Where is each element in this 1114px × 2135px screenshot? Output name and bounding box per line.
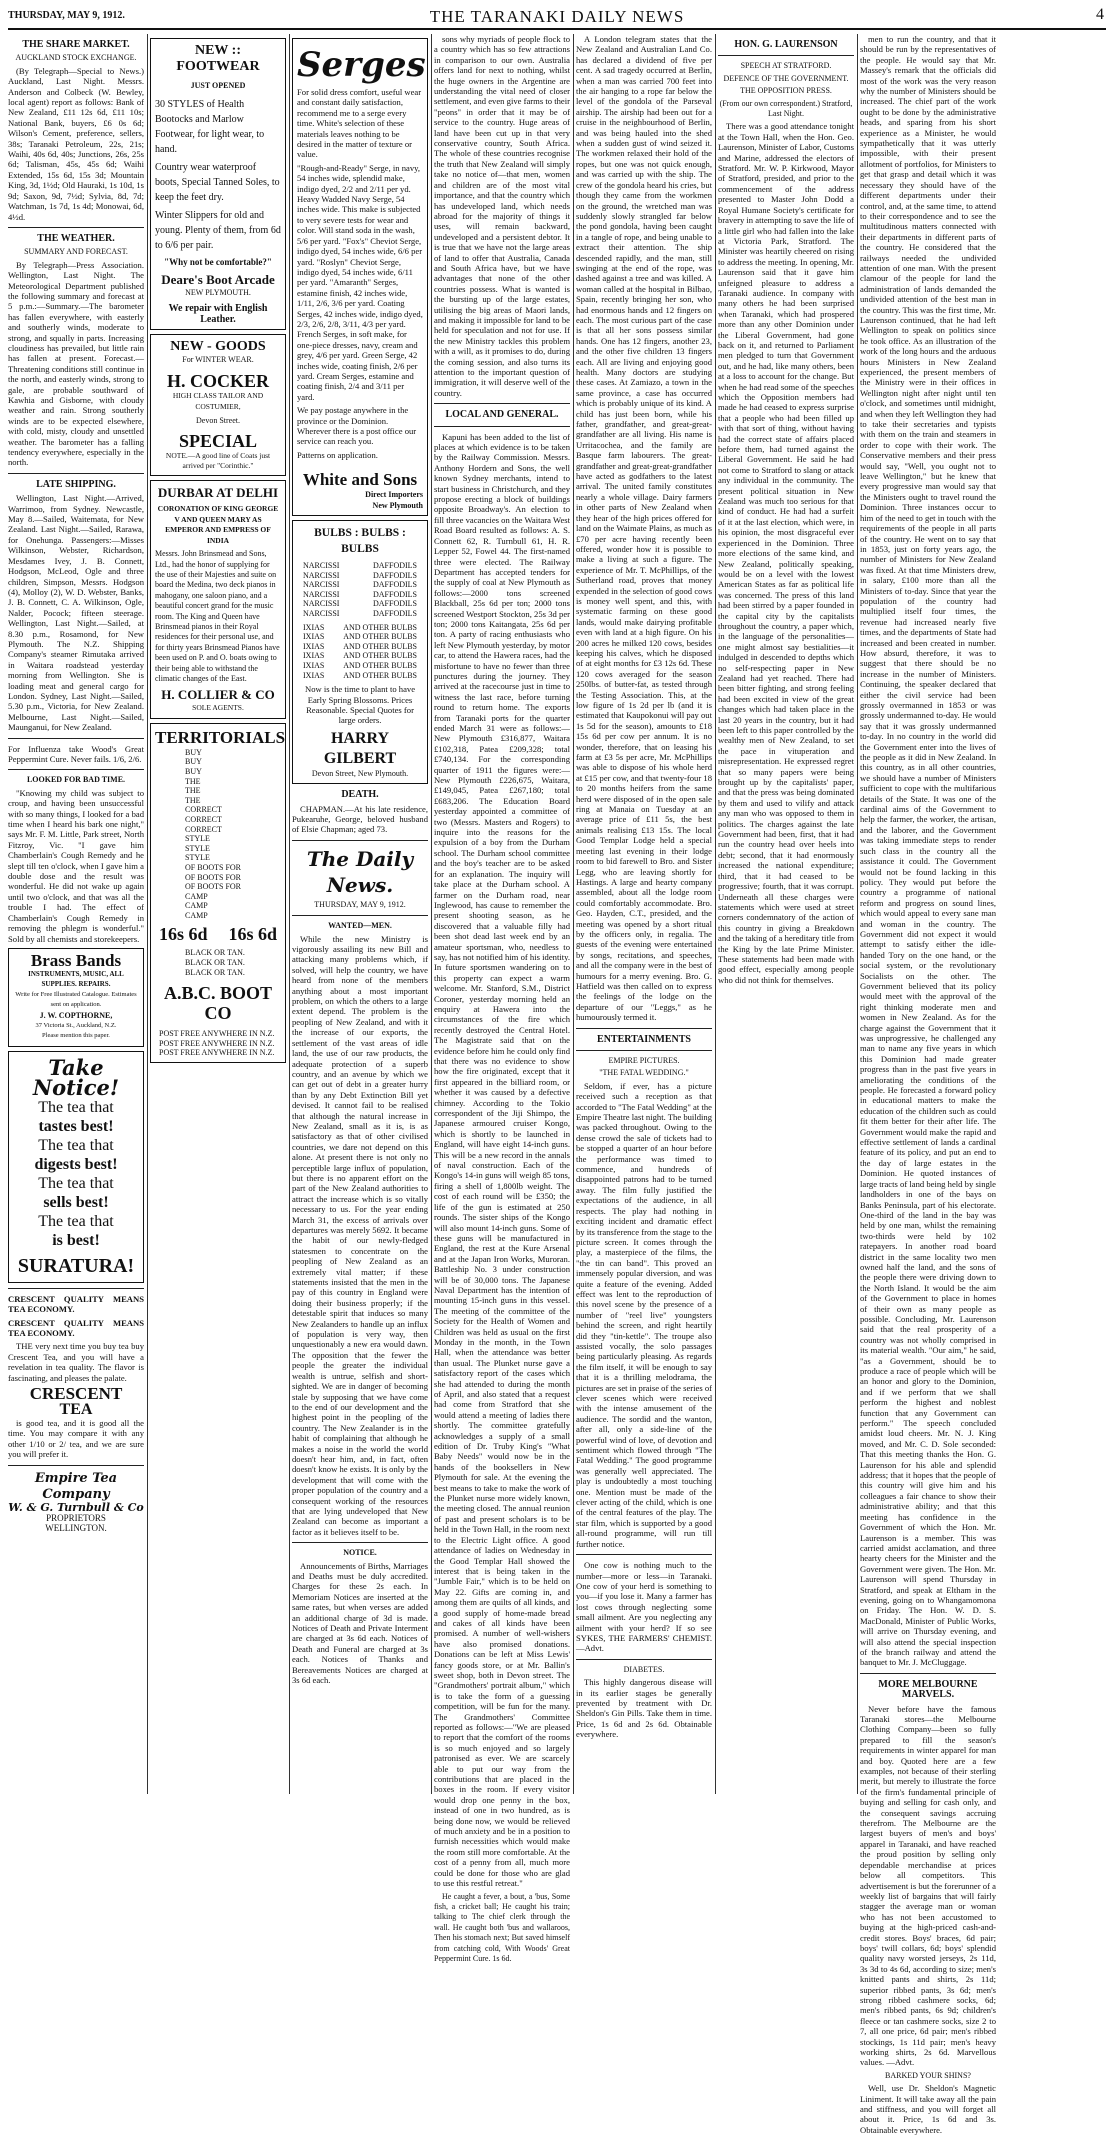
bulbs-ad <box>292 520 428 784</box>
bulb-name: AND OTHER BULBS <box>343 651 417 661</box>
weather-text: By Telegraph—Press Association. Wellington, Last Night. The Meteorological Department published the following summary and forecast at 5 p.m.:—Summary.—The barometer has fallen everywhere, with easterly and southerly winds, moderate to strong, and squally in parts. Increasing cloudiness has prevailed, but little rain has fallen at present. Forecast.—Threatening conditions still continue in the north, and easterly winds, strong to gale, are probable southward of Kawhia and Gisborne, with cloudy weather and rain. Strong southerly winds are to be expected elsewhere, with cold, misty, cloudy and unsettled weather. The barometer has a falling tendency everywhere, especially in the north. <box>8 259 144 468</box>
terr-line: CORRECT <box>185 805 222 815</box>
territorials-ad <box>150 723 286 1063</box>
crescent-big: CRESCENT <box>29 1384 123 1403</box>
divider <box>8 1288 144 1289</box>
durbar-ad <box>150 480 286 718</box>
bulb-name: IXIAS <box>303 641 325 651</box>
terr-line: CAMP <box>185 891 208 901</box>
tea-line-6: sells best! <box>43 1193 109 1211</box>
tea-line-4: digests best! <box>34 1155 118 1173</box>
terr-line: BUY <box>185 757 202 767</box>
white-sub-1: Direct Importers <box>365 490 423 500</box>
serges-text: For solid dress comfort, useful wear and constant daily satisfaction, recommend me to a serge every time. White's selection of these materials leaves nothing to be desired in the matter of texture or value. <box>297 87 422 160</box>
divider <box>8 769 144 770</box>
bulb-name: AND OTHER BULBS <box>343 641 417 651</box>
bulb-name: NARCISSI <box>303 570 340 580</box>
tea-line-8: is best! <box>52 1231 100 1249</box>
column-rule <box>715 34 716 1794</box>
daily-news-nameplate: The Daily News. <box>306 846 414 897</box>
bulb-name: IXIAS <box>303 660 325 670</box>
bulb-name: IXIAS <box>303 651 325 661</box>
laurenson-speech-continued: men to run the country, and that it should be run by the representatives of the people. He would say that Mr. Massey's remark that the officials did most of the work was the very reason why the number of Ministers should be increased. The chief part of the work ought to be done by the administrative heads, and sparing from his short experience as a Minister, he would sympathetically that it was utterly impossible, with their present allotment of portfolios, for Ministers to get that grasp and detail which it was necessary they should have of the different departments under their control, and, at the same time, to attend to their correspondence and to see the multitudinous matters connected with their departments in different parts of the country. He considered that the railways needed the undivided attention of one man. With the present clamour of the people for land the administration of lands demanded the undivided attention of the best man in the country. This was the first time, Mr. Laurenson continued, that he had left Wellington to speak on politics since he took office. As an illustration of the work of the long hours and the arduous hours Ministers in New Zealand experienced, the present members of the Ministry were in their offices in Wellington night after night until ten o'clock, and sometimes until midnight, and when they left Wellington they had to take their secretaries and typists with them on the train and steamers in order to cope with their work. The Conservative members and their press would say, "Well, you ought not to leave Wellington," but he knew that every progressive man would say that the Ministers ought to travel round the Dominion. Three instances occur to him of the need to get in touch with the requirements of the people in all parts of the country. He went on to say that in 1853, just on forty years ago, the number of Ministers for New Zealand was fixed. At that time Ministers drew, in salary, £100 more than all the Ministers of to-day. Since that year the population of the country had multiplied itself four times, the revenue had increased nearly five times, and the departments of State had increased and been created in number. How absurd, therefore, it was to suggest that there should be no increase in the number of Ministers. Continuing, the speaker declared that either the civil service had been grossly overmanned in 1853 or was grossly undermanned to-day. He would say that it was grossly undermanned to-day. In no country in the world did the Government enter into the lives of the people as it did in New Zealand. In this country, as in all other countries, we should have a number of Ministers sufficient to cope with the multifarious details of the State. It was one of the cardinal aims of the Government to help the farmer, the worker, the artisan, and the laborer, and the Government was taking immediate steps to render such class in the country all the assistance it could. The Government would not be found lacking in this policy. They would put before the country a programme of national reform and progress on sound lines, which would appeal to every sane man and woman in the country. The Government did not expect it would attempt to satisfy either the idle-handed Tory on the one hand, or the social system, or the revolutionary Socialists on the other. The Government believed that its policy would meet with the approval of the right thinking moderate men and women in New Zealand. As for the charge against the Government that it was unprogressive, he challenged any man to name any five years in which this Dominion had made greater progress than in the past five years in ameliorating the conditions of the people. He forecasted a forward policy in educational matters to make the education of the children such as could fit them better for their after life. The Government would make the rapid and effective settlement of lands a cardinal feature of its policy, and put an end to the day of large estates in the Dominion. He quoted instances of large tracts of land being held by single landholders in one of the bays on Banks Peninsula, part of his electorate. One-third of the land in the bay was held by one man, whilst the remaining two-thirds were held by 102 ratepayers. In another road board district in the same locality two men owned half the land, and the sons of the people there were driving down to the North Island. It would be the aim of the Government to place in homes of their own as many people as possible. Concluding, Mr. Laurenson said that the real prosperity of a country was not wholly comprised in its material wealth. "Our aim," he said, "as a Government, should be to produce a race of people which will be an honor and glory to the Dominion, and if we perform that we shall perform the highest and noblest function that any Government can perform." The speech concluded amidst loud cheers. Mr. N. J. King moved, and Mr. C. D. Sole seconded: That this meeting thanks the Hon. G. Laurenson for his able and splendid address; that it hopes that the people of this country will give him and his colleagues a fair chance to show their administrative ability; and that this meeting has confidence in the Government of which the Hon. Mr. Laurenson is a member. This was carried amidst acclamation, and three hearty cheers for the Minister and the Government were given. The Hon. Mr. Laurenson will spend Thursday in Stratford, and speak at Eltham in the evening, going on to Whangamomona on Friday. The Hon. W. D. S. MacDonald, Minister of Public Works, will arrive on Thursday evening, and will also attend the special inspection of the branch railway and attend the banquet to Mr. J. McCluggage. <box>860 34 996 1668</box>
black-tan-list <box>155 948 281 977</box>
column-6 <box>718 34 854 1794</box>
tea-line-7: The tea that <box>38 1212 114 1230</box>
ixias-row <box>297 642 423 652</box>
durbar-text: Messrs. John Brinsmead and Sons, Ltd., had the honor of supplying for the use of their Majesties and suite on board the Medina, two deck pianos in mahogany, one saloon piano, and a beautiful concert grand for the music room. The King and Queen have Brinsmead pianos in their Royal residences for their personal use, and for thirty years Brinsmead Pianos have been used on P. and O. boats owing to their being able to withstand the climatic changes of the East. <box>155 549 280 683</box>
brass-bands-title: Brass Bands <box>30 950 122 970</box>
deare-repair: We repair with English Leather. <box>168 303 268 325</box>
divider <box>860 1673 996 1674</box>
terr-line: BUY <box>185 766 202 776</box>
share-market-text: (By Telegraph—Special to News.) Auckland, Last Night. Messrs. Anderson and Colbeck (W. Bewley, local agent) report as follows: Bank of New Zealand, £11 12s 6d, £11 10s; National Bank, buyers, £6 0s 6d; Wilson's Cement, preference, sellers, 38s; Taranaki Petroleum, 22s, 21s; Waihi, 40s 6d, 40s; Junctions, 26s, 25s 6d; Talisman, 45s, 45s 6d; Waihi Extended, 15s 6d, 15s 3d; Mountain King, 3d, 1½d; Old Hauraki, 1s 10d, 1s 9d; Saxon, 9d, 7½d; Sylvia, 8d, 7d; Watchman, 1s 7d, 1s 4d; Monowai, 6d, 4½d. <box>8 65 144 222</box>
bulb-name: AND OTHER BULBS <box>343 622 417 632</box>
empire-tea-town: WELLINGTON. <box>45 1523 107 1534</box>
price-right: 16s 6d <box>228 924 277 945</box>
divider <box>292 915 428 916</box>
price-left: 16s 6d <box>159 924 208 945</box>
special-note: NOTE.—A good line of Coats just arrived per "Corinthic." <box>165 450 271 471</box>
editorial-text: While the new Ministry is vigorously assailing its new Bill and attacking many problems which, if solved, will help the country, we have heard from none of the members anything about a most important problem, on which the others to a large extent depend. The problem is the peopling of New Zealand, and with it the increase of our exports, the settlement of the vast areas of idle land, the use of our raw products, the adequate protection of a superb country, and an avenue by which we can get out of debt in a greater hurry than by any Debt Extinction Bill yet devised. It cannot fail to be realised that although the natural increase in New Zealand, small as it is, is as satisfactory as that of other civilised countries, we dare not depend on this alone. At present there is not only no perceptible large influx of population, but there is no apparent effort on the part of the New Zealand authorities to attract the increase which is so vitally necessary to us. For the year ending March 31, the excess of arrivals over departures was merely 5692. It became the habit of our newly-fledged statesmen to concentrate on the peopling of New Zealand as an extremely vital matter; if these statements insisted that the men in the pay of this country in England were doing their business properly; if the detestable spirit that induces so many New Zealanders to handle up an influx of population is very way, then unquestionably a new era would dawn. The opposition that the fewer the people the greater the individual wealth is untrue, selfish and short-sighted. We are in danger of becoming stale by supposing that we have come to the end of our development and the highest point in the peopling of the country. The New Zealander is in the habit of complaining that although he makes a noise in the world the world doesn't hear him, and, in fact, often doesn't know he exists. It is only by the development that will come with the proper population of the country and a consequent working of the resources that are lying undeveloped that New Zealand can become as important a factor as it believes itself to be. <box>292 933 428 1537</box>
terr-line: OF BOOTS FOR <box>185 872 242 882</box>
terr-line: THE <box>185 795 201 805</box>
cocker-name: H. COCKER <box>166 371 269 392</box>
bulbs-row <box>297 599 423 609</box>
terr-line: THE <box>185 786 201 796</box>
divider <box>8 1465 144 1466</box>
cocker-street: Devon Street. <box>196 416 240 426</box>
serges-ad <box>292 38 428 516</box>
divider <box>8 227 144 228</box>
just-opened: JUST OPENED <box>190 81 246 90</box>
bulb-name: AND OTHER BULBS <box>343 632 417 642</box>
terr-line: STYLE <box>185 853 210 863</box>
share-market-heading: THE SHARE MARKET. <box>22 39 130 50</box>
post-free-line: POST FREE ANYWHERE IN N.Z. <box>159 1038 275 1048</box>
durbar-title: DURBAR AT DELHI <box>157 485 279 501</box>
terr-line: CORRECT <box>185 814 222 824</box>
crescent-text: THE very next time you buy tea buy Crescent Tea, and you will have a revelation in tea quality. The flavor is fascinating, and pleases the palate. <box>8 1341 144 1383</box>
sykes-ad: One cow is nothing much to the number—more or less—in Taranaki. One cow of your herd is something to you—if you lose it. Many a farmer has lost cows through neglecting some small ailment. Are you neglecting any ailment with your herd? If so see SYKES, THE FARMERS' CHEMIST.—Advt. <box>576 1560 712 1654</box>
divider <box>576 1659 712 1660</box>
bulb-name: IXIAS <box>303 670 325 680</box>
winter-wear: For WINTER WEAR. <box>182 355 254 365</box>
bulbs-title: BULBS : BULBS : BULBS <box>314 527 406 556</box>
cough-ad-text: "Knowing my child was subject to croup, and having been unsuccessful with so many things, I looked for a bad time when I heard his bark one night," says Mr. F. M. Little, Park street, North Fitzroy, Vic. "I gave him Chamberlain's Cough Remedy and he slept till ten o'clock, when I gave him a double dose and the result was wonderful. He did not wake up again until two o'clock, and that was all the trouble I had. The effect of Chamberlain's Cough Remedy in removing the phlegm is wonderful." Sold by all chemists and storekeepers. <box>8 787 144 944</box>
crescent-text-2: is good tea, and it is good all the time. You may compare it with any other 1/10 or 2/ tea, and we are sure you will prefer it. <box>8 1418 144 1460</box>
crescent-line-2: CRESCENT QUALITY MEANS TEA ECONOMY. <box>8 1317 144 1338</box>
column-4 <box>434 34 570 1963</box>
column-5 <box>576 34 712 1794</box>
column-rule <box>431 34 432 1794</box>
cocker-ad <box>150 334 286 476</box>
laurenson-speech: There was a good attendance tonight at the Town Hall, when the Hon. Geo. Laurenson, Minister of Labor, Customs and Marine, addressed the electors of Stratford. Mr. W. P. Kirkwood, Mayor of Stratford, presided, and prior to the commencement of the address presented to Master John Dodd a Royal Humane Society's certificate for bravery in attempting to save the life of a little girl who had fallen into the lake at Victoria Park, Stratford. The Minister was heartily cheered on rising to address the meeting. In opening, Mr. Laurenson said that it gave him unfeigned pleasure to address a Taranaki audience. In company with many others he had been surprised when Taranaki, which had prospered more than any other Dominion under the Liberal Government, had gone back on it, and returned to Parliament men pledged to turn that Government out, and he had, like many others, been at a loss to account for the change. But when he had read some of the speeches which the Opposition members had made he had ceased to express surprise that a people who had been filled up with that sort of thing, without having had the correct state of affairs placed before them, had turned against the Liberal Government. He said he had not come to Stratford to slang or attack any individual in the community. The present political situation in New Zealand was much too serious for that kind of conduct. He had had a surfeit of it at the last election, which were, in his opinion, the most disgraceful ever experienced in the Dominion. Three more elections of the same kind, and New Zealand, politically speaking, would be on a level with the lowest American States as far as political life was concerned. The press of this land had been stirred by a paper founded in the capital city by the capitalists throughout the country, a paper which, in the language of the personalities—one might almost say bestialities—it indulged in descended to depths which no self-respecting paper in New Zealand had yet reached. There had been bitter fighting, and strong feeling had been excited in view of the great changes which had taken place in the last 20 years in the country, but it had been left to this paper controlled by the wealthy men of New Zealand, to set the pace in vituperation and misrepresentation. He expressed regret that so many papers were being brought up by the capitalists' paper, and that the press was being dominated by them and used to vilify and attack any man who was opposed to them in politics. The charges against the late Government had been, first, that it had run the country head over heels into debt; second, that it had enormously increased the national expenditure; third, that it had ceased to be progressive; fourth, that it was corrupt. Underneath all these charges were statements which were used at street corners condemnatory of the action of this country in giving a Breakdown and the taking of a hereditary title from the King by the late Prime Minister. These statements had been made with good effect, especially among people who did not think for themselves. <box>718 121 854 985</box>
territorials-title: TERRITORIALS <box>155 727 286 747</box>
bulbs-row <box>297 590 423 600</box>
peppermint-rhyme: He caught a fever, a bout, a 'bus, Some fish, a cricket ball; He caught his train; talking to The chief clerk through the wall. He caught both 'bus and wallaroos, Then his stomach next; But saved himself from catching cold, With Woods' Great Peppermint Cure. 1s 6d. <box>434 1891 570 1963</box>
local-general-text: Kapuni has been added to the list of places at which evidence is to be taken by the Railway Commission. Messrs. Anthony Hordern and Sons, the well known Sydney merchants, intend to start business in Christchurch, and they propose erecting a block of buildings opposite Broadway's. An election to fill three vacancies on the Waitara West Road Board resulted as follows: A. S. Connett 62, R. Turnbull 61, H. R. Lepper 52, Fowel 44. The first-named three were elected. The Railway Department has accepted tenders for the supply of coal at New Plymouth as follows:—2000 tons screened Blackball, 25s 6d per ton; 2000 tons screened Westport Stockton, 25s 3d per ton; 2000 tons Kaitangata, 25s 6d per ton. A party of racing enthusiasts who left New Plymouth yesterday, by motor car, to attend the Hawera races, had the misfortune to have no fewer than three punctures during the journey. They arrived at the racecourse just in time to witness the last race, before turning round to return home. The exports from Taranaki ports for the quarter ended March 31 were as follows:—New Plymouth £316,877, Waitara £102,318, Patea £209,328; total £740,134. For the corresponding quarter of 1911 the figures were:—New Plymouth £226,675, Waitara, £149,045, Patea £267,180; total £683,206. The Education Board yesterday appointed a committee of two (Messrs. Masters and Rogers) to inquire into the reasons for the expulsion of a boy from the Durham school. The Durham school committee and the boy's teacher are to be asked for an explanation. The inquiry will take place at the Durham school. A farmer on the Durham road, near Inglewood, has cause to remember the present shooting season, as he discovered that a valuable filly had been shot dead last week end by an amateur sportsman, who, needless to say, has not notified him of his identity. In future sportsmen wandering on to this property can expect a warm welcome. Mr. Stanford, S.M., District Coroner, yesterday morning held an enquiry at Hawera into the circumstances of the fire which recently destroyed the Central Hotel. The Magistrate said that on the evidence before him he could only find that there was no evidence to show how the fire originated, except that it first appeared in the billiard room, or whether it was caused by a defective chimney. According to the Tokio correspondent of the Jiji Shimpo, the Japanese armoured cruiser Kongo, which is shortly to be launched in England, will have eight 14-inch guns. This will be a new record in the annals of naval construction. Each of the Kongo's 14-in guns will weigh 85 tons, firing a shell of 1,800lb weight. The cost of each round will be £350; the life of the gun is estimated at 250 rounds. The sister ships of the Kongo will also mount 14-inch guns. Some of these guns will be manufactured in England, the rest at the Kure Arsenal and at the Japan Iron Works, Muroran. Battleship No. 3 under construction will be of 30,000 tons. The Japanese Naval Department has the intention of mounting 15-inch guns in this vessel. The meeting of the committee of the Society for the Health of Women and Children was held as usual on the first Monday in the month, in the Town Hall, when the attendance was better than usual. The Plunket nurse gave a satisfactory report of the cases which she had attended to during the month of April, and also stated that a request had come from Stratford that she would attend a meeting of ladies there shortly. The committee gratefully acknowledges a supply of a small edition of Dr. Truby King's "What Baby Needs" would now be in the hands of the booksellers in New Plymouth for sale. At the evening the best means to take to make the work of the Plunket nurse more widely known, the meeting closed. The annual reunion of past and present scholars is to be held in the Town Hall, in the room next to the Electric Light office. A good attendance of ladies on Wednesday in the Good Templar Hall showed the interest that is being taken in the "Jumble Fair," which is to be held on May 22. Gifts are coming in, and among them are quilts of all kinds, and a good supply of home-made bread and cakes of all kinds have been promised. A number of well-wishers have also promised donations. Donations can be left at Miss Lewis' fancy goods store, or at Mr. Ballin's sweet shop, both in Devon street. The "Grandmothers' portrait album," which is to take the form of a guessing competition, will be fun for the many. The Grandmothers' Committee reported as follows:—"We are pleased to report that the comfort of the rooms is so much enjoyed and so largely patronised as ever. We are scarcely able to put our way from the contributions that are placed in the boxes in the room. If every visitor would drop one penny in the box, instead of one in two hundred, as is being done now, we would be relieved of much anxiety and be in a position to furnish necessities which would make the room still more comfortable. At the cost of a penny from all, much more could be done for those who are glad to use this restful retreat." <box>434 431 570 1889</box>
tea-line-5: The tea that <box>38 1174 114 1192</box>
local-general-heading: LOCAL AND GENERAL. <box>445 409 559 421</box>
notice-text: Announcements of Births, Marriages and Deaths must be duly accredited. Charges for these 2s each. In Memoriam Notices are inserted at the same rates, but when verses are added an additional charge of 3d is made. Notices of Death and Private Interment are charged at 3s 6d each. Notices of Death and Funeral are charged at 3s each. Notices of Thanks and Bereavements Notices are charged at 3s 6d each. <box>292 1560 428 1686</box>
tea-line-2: tastes best! <box>38 1117 114 1135</box>
price-row <box>155 920 281 948</box>
harry-gilbert: HARRY GILBERT <box>323 729 397 767</box>
terr-line: THE <box>185 776 201 786</box>
ixias-row <box>297 671 423 681</box>
entertainments-text: Seldom, if ever, has a picture received such a reception as that accorded to "The Fatal Wedding" at the Empire Theatre last night. The building was packed throughout. Owing to the dense crowd the sale of tickets had to be stopped a quarter of an hour before the performance was timed to commence, and hundreds of disappointed patrons had to be turned away. The film fully justified the expectations of the audience, in all respects. The play had nothing in exciting incident and dramatic effect by its transference from the stage to the picture screen. It comes through the play, a masterpiece of the films, the "the tin can band". This proved an immensely popular diversion, and was quite a feature of the evening. Added effect was lent to the reproduction of this novel scene by the presence of a number of "reel live" youngsters behind the screen, and right heartily did they "tin-kettle". The troupe also assisted vocally, the solo passages being particularly pleasing. As regards the film itself, it will be enough to say that it is a thrilling melodrama, the pictures are set in praise of the series of clever scenes which were received with the intense amusement of the audience. The sordid and the wanton, after all, only a side-line of the powerful wind of love, of devotion and sentiment which flowed through "The Fatal Wedding." The good programme was generally well appreciated. The play is undoubtedly a most touching one. Mention must be made of the clever acting of the child, which is one of the central features of the play. The star film, which is supported by a good all-round programme, will run till further notice. <box>576 1080 713 1549</box>
bulb-name: NARCISSI <box>303 609 340 618</box>
laurenson-sub-3: THE OPPOSITION PRESS. <box>740 86 832 96</box>
brass-bands-small: Write for Free Illustrated Catalogue. Estimates sent on application. <box>15 990 137 1009</box>
serges-patterns: Patterns on application. <box>297 449 378 460</box>
terr-line: BUY <box>185 747 202 757</box>
post-free-line: POST FREE ANYWHERE IN N.Z. <box>159 1029 275 1039</box>
death-heading: DEATH. <box>341 789 379 801</box>
bulb-name: DAFFODILS <box>372 609 417 618</box>
masthead <box>8 6 1106 30</box>
bulb-name: NARCISSI <box>303 561 340 571</box>
territorials-list <box>155 748 281 921</box>
brass-bands-note: Please mention this paper. <box>42 1032 110 1040</box>
ixias-row <box>297 623 423 633</box>
melbourne-text: Never before have the famous Taranaki stores—the Melbourne Clothing Company—been so fully prepared to fill the season's requirements in winter apparel for man and boy. Quoted here are a few examples, not because of their sterling merit, but merely to illustrate the force of the firm's fundamental principle of buying and selling for cash only, and the consequent savings accruing therefrom. The Melbourne are the largest buyers of men's and boys' apparel in Taranaki, and have reached the proud position by selling only dependable merchandise at prices below all competitors. This advertisement is but the forerunner of a weekly list of bargains that will fairly stagger the average man or woman who has not been accustomed to buying at the high-priced cash-and-credit stores. Boys' braces, 6d pair; boys' twill collars, 6d; boys' splendid quality navy worsted jerseys, 2s 11d, 3s 3d to 4s 6d, according to size; men's knitted pants and shirts, 2s 11d; superior ribbed pants, 3s 6d; men's strong ribbed cashmere socks, 6d; men's ribbed pants, 6s 9d; children's fleece or tan cashmere socks, size 2 to 7, all one price, 6d pair; men's ribbed stockings, 1s 11d pair; men's heavy working shirts, 2s 6d. Marvellous values. —Advt. <box>860 1703 996 2068</box>
brass-bands-ad <box>8 948 144 1047</box>
column-7 <box>860 34 996 2135</box>
serges-postage: We pay postage anywhere in the province or the Dominion. Wherever there is a post office our service can reach you. <box>297 405 417 447</box>
bulbs-row <box>297 609 423 619</box>
editorial-heading: WANTED—MEN. <box>328 921 392 931</box>
terr-line: STYLE <box>185 843 210 853</box>
suratura-tea-ad <box>8 1051 144 1283</box>
laurenson-heading: HON. G. LAURENSON <box>734 39 838 50</box>
ixias-row <box>297 661 423 671</box>
divider <box>434 426 570 427</box>
bulb-name: DAFFODILS <box>372 561 417 571</box>
column-rule <box>857 34 858 1794</box>
divider <box>576 1028 712 1029</box>
issue-date: THURSDAY, MAY 9, 1912. <box>8 10 125 21</box>
shins-text: Well, use Dr. Sheldon's Magnetic Liniment. It will take away all the pain and stiffness, and you will forget all about it. Price, 1s 6d and 3s. Obtainable everywhere. <box>860 2083 996 2135</box>
page-number: 4 <box>1096 6 1104 23</box>
deare-town: NEW PLYMOUTH. <box>185 287 251 297</box>
collier-name: H. COLLIER & CO <box>161 687 275 703</box>
crescent-line-1: CRESCENT QUALITY MEANS TEA ECONOMY. <box>8 1293 144 1315</box>
shipping-heading: LATE SHIPPING. <box>36 478 116 490</box>
column-rule <box>289 34 290 1794</box>
brass-bands-sub: INSTRUMENTS, MUSIC, ALL SUPPLIES. REPAIRS. <box>28 969 124 989</box>
shins-heading: BARKED YOUR SHINS? <box>885 2070 971 2080</box>
column-rule <box>147 34 148 1794</box>
bulb-name: AND OTHER BULBS <box>343 660 417 670</box>
white-sub-2: New Plymouth <box>372 500 423 510</box>
crescent-tea: TEA <box>59 1401 93 1418</box>
weather-subheading: SUMMARY AND FORECAST. <box>24 247 128 257</box>
laurenson-sub-1: SPEECH AT STRATFORD. <box>740 61 832 71</box>
newspaper-title: THE TARANAKI DAILY NEWS <box>429 7 685 26</box>
laurenson-sub-2: DEFENCE OF THE GOVERNMENT. <box>723 73 849 83</box>
terr-line: CAMP <box>185 901 208 911</box>
column-1 <box>8 34 144 1794</box>
daily-news-date: THURSDAY, MAY 9, 1912. <box>314 899 406 909</box>
diabetes-text: This highly dangerous disease will in its earlier stages be generally prevented by treatment with Dr. Sheldon's Gin Pills. Take them in time. Price, 1s 6d and 2s 6d. Obtainable everywhere. <box>576 1677 712 1740</box>
terr-line: CORRECT <box>185 824 222 834</box>
tea-line-1: The tea that <box>38 1098 114 1116</box>
ixias-row <box>297 632 423 642</box>
serges-list: "Rough-and-Ready" Serge, in navy, 54 inches wide, splendid make, indigo dyed, 2/2 and 2/11 per yd. Heavy Wadded Navy Serge, 54 inches wide. This make is subjected to very severe tests for wear and color. Will stand soda in the wash, 5/6 per yard. "Fox's" Cheviot Serge, indigo dyed, 54 inches wide, 6/6 per yard. "Roslyn" Cheviot Serge, indigo dyed, 54 inches wide, 6/11 per yard. "Amaranth" Serges, estamine finish, 42 inches wide, 1/11, 2/6, 3/6 per yard. Coating Serges, 42 inches wide, indigo dyed, 2/3, 2/6, 2/8, 3/11, 4/3 per yard. French Serges, in soft make, for one-piece dresses, navy, cream and grey, 4/6 per yard. Green Serge, 42 inches wide, coating finish, 2/6 per yard. Cream Serges, estamine and coating finish, 2/4 and 3/11 per yard. <box>297 162 423 402</box>
serges-title: Serges <box>297 45 426 85</box>
suratura-brand: SURATURA! <box>17 1254 135 1277</box>
collier-sub: SOLE AGENTS. <box>192 703 244 713</box>
terr-line: CAMP <box>185 910 208 920</box>
empire-tea-company: Empire Tea Company <box>34 1470 118 1502</box>
terr-line: STYLE <box>185 834 210 844</box>
bulb-name: NARCISSI <box>303 580 340 590</box>
share-market-subheading: AUCKLAND STOCK EXCHANGE. <box>15 53 137 63</box>
bulb-name: IXIAS <box>303 632 325 642</box>
new-goods: NEW - GOODS <box>170 339 266 355</box>
empire-tea-proprietors: PROPRIETORS <box>46 1513 106 1524</box>
divider <box>718 55 854 56</box>
post-free-line: POST FREE ANYWHERE IN N.Z. <box>159 1048 275 1058</box>
terr-line: OF BOOTS FOR <box>185 862 242 872</box>
melbourne-heading: MORE MELBOURNE MARVELS. <box>878 1678 978 1701</box>
influenza-ad: For Influenza take Wood's Great Peppermint Cure. Never fails. 1/6, 2/6. <box>8 743 144 764</box>
bulb-name: DAFFODILS <box>372 589 417 599</box>
cough-ad-heading: LOOKED FOR BAD TIME. <box>26 775 126 785</box>
bulb-name: DAFFODILS <box>372 580 417 590</box>
bulb-name: DAFFODILS <box>372 570 417 580</box>
divider <box>576 1050 712 1051</box>
notice-heading: NOTICE. <box>343 1548 377 1558</box>
column-rule <box>573 34 574 1794</box>
bulb-name: AND OTHER BULBS <box>343 670 417 680</box>
footwear-text-3: Winter Slippers for old and young. Plenty of them, from 6d to 6/6 per pair. <box>155 210 281 252</box>
ixias-row <box>297 651 423 661</box>
bulbs-list <box>297 561 423 619</box>
bulbs-note: Now is the time to plant to have Early Spring Blossoms. Prices Reasonable. Special Quotes for large orders. <box>304 684 416 726</box>
deare-boot-arcade: Deare's Boot Arcade <box>161 271 275 287</box>
divider <box>8 473 144 474</box>
terr-line: OF BOOTS FOR <box>185 882 242 892</box>
column-2 <box>150 34 286 1794</box>
divider <box>576 1554 712 1555</box>
footwear-title: NEW :: FOOTWEAR <box>176 43 260 74</box>
tea-line-3: The tea that <box>38 1136 114 1154</box>
diabetes-heading: DIABETES. <box>623 1664 665 1674</box>
divider <box>292 840 428 841</box>
empire-tea-by: W. & G. Turnbull & Co <box>8 1500 144 1514</box>
black-tan-line: BLACK OR TAN. <box>185 958 245 968</box>
special-label: SPECIAL <box>178 430 258 451</box>
bulb-name: NARCISSI <box>303 599 340 609</box>
ixias-list <box>297 623 423 681</box>
harry-gilbert-sub: Devon Street, New Plymouth. <box>311 768 409 778</box>
shipping-text: Wellington, Last Night.—Arrived, Warrimoo, from Sydney. Newcastle, May 8.—Sailed, Waitemata, for New Zealand. Last Night.—Sailed, Rarawa, for Onehunga. Passengers:—Misses Wilkinson, Webster, Richardson, Mesdames Ivey, J. B. Connett, Hodgson, McLeod, Ogle and three children, Simpson, Messrs. Hodgson (4), Molloy (2), W. D. Webster, Banks, J. B. Connett, C. A. Wilkinson, Ogle, Nalder, Pocock; fifteen steerage. Wellington, Last Night.—Sailed, at 8.30 p.m., Rosamond, for New Plymouth. The N.Z. Shipping Company's steamer Rimutaka arrived in Waitara roadstead yesterday morning from Wellington. She is loading meat and general cargo for London. Sydney, Last Night.—Sailed, 5.30 p.m., Victoria, for New Zealand. Melbourne, Last Night.—Sailed, Maunganui, for New Zealand. <box>8 493 144 733</box>
bulb-name: DAFFODILS <box>372 599 417 609</box>
brass-bands-name: J. W. COPTHORNE, <box>39 1010 113 1020</box>
divider <box>8 738 144 739</box>
bulbs-row <box>297 580 423 590</box>
black-tan-line: BLACK OR TAN. <box>185 967 245 977</box>
death-text: CHAPMAN.—At his late residence, Pukearuhe, George, beloved husband of Elsie Chapman; aged 73. <box>292 803 428 835</box>
footwear-text-1: 30 STYLES of Health Bootocks and Marlow Footwear, for light wear, to hand. <box>155 99 265 156</box>
take-notice: Take Notice! <box>32 1054 120 1100</box>
cocker-sub: HIGH CLASS TAILOR AND COSTUMIER, <box>172 391 264 411</box>
brass-bands-address: 37 Victoria St., Auckland, N.Z. <box>35 1021 117 1029</box>
fatal-wedding: "THE FATAL WEDDING." <box>599 1068 689 1078</box>
divider <box>292 1542 428 1543</box>
footwear-quote: "Why not be comfortable?" <box>164 257 272 268</box>
weather-heading: THE WEATHER. <box>37 232 115 244</box>
divider <box>434 403 570 404</box>
post-free-list <box>155 1029 281 1058</box>
empire-pictures: EMPIRE PICTURES. <box>608 1056 680 1065</box>
black-tan-line: BLACK OR TAN. <box>185 948 245 958</box>
bulbs-row <box>297 561 423 571</box>
footwear-text-2: Country wear waterproof boots, Special Tanned Soles, to keep the feet dry. <box>155 162 280 204</box>
bulb-name: NARCISSI <box>303 589 340 599</box>
column-3 <box>292 34 428 1794</box>
laurenson-sub-4: (From our own correspondent.) Stratford, Last Night. <box>719 98 853 119</box>
editorial-continued: sons why myriads of people flock to a country which has so few attractions in comparison to our own. Australia offers land for next to nothing, whilst the huge owners in the Argentine are understanding the vital need of closer settlement, and even give farms to their "peons" in order that it may be of service to the country. Huge areas of land have been cut up in that very conservative country, South Africa. The whole of these countries recognise the truth that New Zealand will simply take no notice of—that men, women and children are of the most vital importance, and that the country which has undeveloped land, which needs abroad for the majority of things it uses, will remain backward, undeveloped and a persistent debtor. It is true that we have not the large areas of land to offer that Australia, Canada and South Africa have, but we have advantages that none of the other countries possess. What is wanted is the bursting up of the large estates, utilising the big areas of Maori lands, and making it impossible for land to be held for speculation and not for use. If the new Ministry tackles this problem with a will, as it promises to do, during the coming session, and also turns its attention to the important question of immigration, it will deserve well of the country. <box>434 34 570 398</box>
entertainments-heading: ENTERTAINMENTS <box>597 1033 691 1045</box>
abc-boot-co: A.B.C. BOOT CO <box>163 983 273 1024</box>
white-and-sons: White and Sons <box>302 470 418 490</box>
durbar-sub: CORONATION OF KING GEORGE V AND QUEEN MARY AS EMPEROR AND EMPRESS OF INDIA <box>157 504 279 545</box>
news-items-text: A London telegram states that the New Zealand and Australian Land Co. has declared a dividend of five per cent. A sad tragedy occurred at Berlin, when a man was carried 700 feet into the air hanging to a rope far below the level of the gondola of the Parseval airship. The airship had been out for a cruise in the neighbourhood of Berlin, and was being hauled into the shed when a sudden gust of wind seized it. The workmen relaxed their hold of the ropes, but one was not quick enough, and was carried up with the ship. The crew of the gondola heard his cries, but though they came from the workmen on the ground, the wretched man was suddenly slowly strangled far below the pond gondola, having been caught in a tangle of rope, and being unable to extract their attention. The ship descended rapidly, and the man, still swinging at the end of the rope, was dashed against a tree and was killed. A woman called at the hospital in Bilbao, Spain, recently bringing her son, who had enormous hands and 12 fingers on each. The most curious part of the case is that all her sons possess similar hands. One has 12 fingers, another 23, and the other five children 13 fingers each. All are living and enjoying good health. Many doctors are studying these cases. At Zamiazo, a town in the same province, a case has occurred which is probably unique of its kind. A child has just been born, while his father, grandfather, and great-great-grandfather are all living. His name is Urritacochea, and the family are Basque farm labourers. The great-grandfather and great-great-grandfather have acted as godfathers to the latest arrival. The united family constitutes nearly a whole village. Dairy farmers in other parts of New Zealand when they hear of the high prices offered for land on the Waimate Plains, as much as £70 per acre having recently been offered, wonder how it is possible to make a living at such a figure. The experience of Mr. T. McPhillips, of the Sutherland road, proves that money expended in the selection of good cows is money well spent, and this, with systematic farming on these good lands, would make dairying profitable even with land at a high figure. On his 200 acres he milked 120 cows, besides keeping his calves, which he disposed of at eight months for £3 12s 6d. These 120 cows averaged for the season 250lbs. of butter-fat, as tested through the Testing Association. This, at the low figure of 1s 2d per lb (and it is estimated that Kaupokonui will pay out 1s 5d for the season), amounts to £18 15s 6d per cow per annum. It is no wonder, therefore, that on leasing his farm at £3 5s per acre, Mr. McPhillips was able to dispose of his whole herd at £15 per cow, and that twenty-four 18 to 20 months heifers from the same herd were disposed of in the open sale ring at Manaia on Tuesday at an average price of £11 5s, the best animals realising £13 15s. The local Good Templar Lodge held a special meeting last evening in their lodge room to bid farewell to Bro. and Sister Legg, who are leaving shortly for Hastings. A large and hearty company assembled, about all the lodge room could comfortably accommodate. Bro. Geo. Hayden, C.T., presided, and the meeting was opened by a short ritual by the officers only, in regalia. The guests of the evening were entertained by songs, recitations, and speeches, and all the company were in the best of humours for a merry evening. Bro. G. Hatfield was then called on to express the feelings of the lodge on the departure of our "Leggs," as he humourously termed it. <box>576 34 712 1023</box>
footwear-ad <box>150 38 286 330</box>
bulb-name: IXIAS <box>303 622 325 632</box>
bulbs-row <box>297 571 423 581</box>
